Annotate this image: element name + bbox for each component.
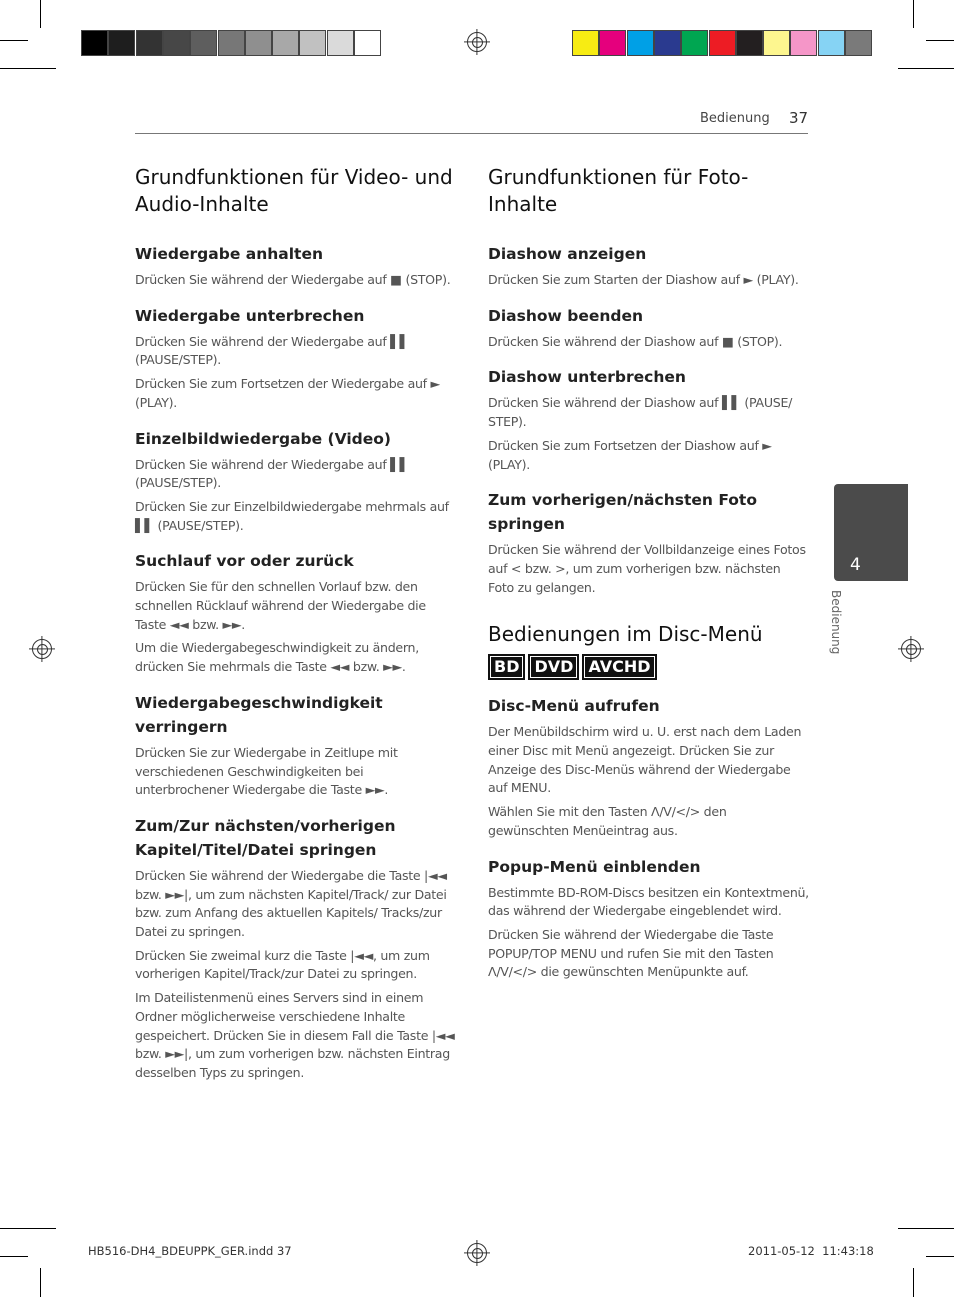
crop-mark: [898, 68, 954, 69]
registration-mark-icon: [467, 32, 487, 52]
color-swatch: [845, 30, 872, 56]
section-paragraph: Drücken Sie zur Einzelbildwiedergabe mehrmals auf ▌▌ (PAUSE/STEP).: [135, 498, 449, 533]
gray-swatch: [190, 30, 217, 56]
section-paragraph: Im Dateilistenmenü eines Servers sind in einem Ordner möglicherweise verschiedene Inhalte gespeichert. Drücken Sie in diesem Fall die Taste |◄◄ bzw. ►►|, um zum vorherigen bzw. nächsten Eintrag desselben Typs zu springen.: [135, 990, 455, 1080]
color-swatch: [790, 30, 817, 56]
section-heading: Wiedergabe anhalten: [135, 245, 323, 263]
disc-badge: AVCHD: [582, 654, 656, 680]
color-swatch: [572, 30, 599, 56]
section-heading: Diashow unterbrechen: [488, 368, 686, 387]
section-paragraph: Drücken Sie zum Starten der Diashow auf ► (PLAY).: [488, 272, 799, 287]
gray-swatch: [163, 30, 190, 56]
section-heading: Wiedergabe unterbrechen: [135, 306, 365, 325]
right-column: [488, 164, 810, 987]
crop-mark: [913, 0, 914, 28]
section-paragraph: Drücken Sie während der Wiedergabe auf ■ (STOP).: [135, 272, 451, 287]
running-header-section: Bedienung: [700, 111, 770, 126]
left-column: [135, 164, 457, 1088]
color-swatch: [599, 30, 626, 56]
section-paragraph: Drücken Sie während der Diashow auf ■ (STOP).: [488, 333, 783, 349]
registration-mark-icon: [32, 639, 52, 659]
crop-mark: [40, 0, 41, 28]
chapter-side-label: Bedienung: [829, 590, 843, 655]
color-swatch: [709, 30, 736, 56]
registration-mark-icon: [467, 1243, 487, 1263]
footer-timestamp: 2011-05-12 ￼ 11:43:18: [748, 1244, 874, 1258]
gray-swatch: [299, 30, 326, 56]
color-swatch: [654, 30, 681, 56]
right-sections: [488, 242, 810, 597]
crop-mark: [0, 1256, 28, 1257]
section-paragraph: Drücken Sie während der Wiedergabe die Taste POPUP/TOP MENU und rufen Sie mit den Tasten Λ/V/</> die gewünschten Menüpunkte auf.: [488, 926, 774, 980]
section-heading: Zum vorherigen/nächsten Foto springen: [488, 491, 757, 534]
section-paragraph: Drücken Sie zum Fortsetzen der Diashow auf ► (PLAY).: [488, 437, 772, 472]
section-heading: Suchlauf vor oder zurück: [135, 552, 354, 571]
section-paragraph: Drücken Sie während der Wiedergabe auf ▌▌ (PAUSE/STEP).: [135, 333, 409, 368]
section-paragraph: Drücken Sie zweimal kurz die Taste |◄◄, um zum vorherigen Kapitel/Track/zur Datei zu springen.: [135, 947, 430, 982]
color-swatch: [763, 30, 790, 56]
gray-swatch: [81, 30, 108, 56]
section-paragraph: Drücken Sie während der Wiedergabe auf ▌▌ (PAUSE/STEP).: [135, 456, 409, 491]
section-paragraph: Wählen Sie mit den Tasten Λ/V/</> den gewünschten Menüeintrag aus.: [488, 804, 727, 838]
gray-swatch: [136, 30, 163, 56]
section-heading: Diashow beenden: [488, 306, 644, 325]
crop-mark: [40, 1268, 41, 1297]
gray-swatch: [218, 30, 245, 56]
color-swatch: [736, 30, 763, 56]
gray-swatch: [354, 30, 381, 56]
crop-mark: [926, 40, 954, 41]
crop-mark: [913, 1268, 914, 1297]
gray-swatch: [108, 30, 135, 56]
section-paragraph: Drücken Sie während der Diashow auf ▌▌ (PAUSE/ STEP).: [488, 395, 793, 430]
crop-mark: [0, 68, 56, 69]
section-paragraph: Der Menübildschirm wird u. U. erst nach dem Laden einer Disc mit Menü angezeigt. Drücken Sie zur Anzeige des Disc-Menüs während der Wiedergabe auf MENU.: [488, 724, 802, 796]
gray-swatch: [327, 30, 354, 56]
disc-badge: DVD: [528, 654, 579, 680]
section-paragraph: Um die Wiedergabegeschwindigkeit zu ändern, drücken Sie mehrmals die Taste ◄◄ bzw. ►►.: [135, 640, 419, 675]
crop-mark: [926, 1256, 954, 1257]
section-heading: Zum/Zur nächsten/vorherigen Kapitel/Titel/Datei springen: [135, 816, 396, 859]
section-paragraph: Drücken Sie für den schnellen Vorlauf bzw. den schnellen Rücklauf während der Wiedergabe die Taste ◄◄ bzw. ►►.: [135, 579, 426, 632]
disc-badge: BD: [488, 654, 525, 680]
right-section-title: Grundfunktionen für Foto- Inhalte: [488, 165, 749, 216]
section-paragraph: Drücken Sie zum Fortsetzen der Wiedergabe auf ► (PLAY).: [135, 376, 440, 410]
disc-type-badges: [488, 654, 810, 680]
section-heading: Diashow anzeigen: [488, 245, 647, 263]
left-sections: [135, 242, 457, 1083]
crop-mark: [898, 1228, 954, 1229]
color-swatch: [818, 30, 845, 56]
footer-file: HB516-DH4_BDEUPPK_GER.indd 37: [88, 1244, 292, 1258]
section-heading: Einzelbildwiedergabe (Video): [135, 429, 392, 448]
color-swatch: [681, 30, 708, 56]
section-paragraph: Drücken Sie während der Wiedergabe die Taste |◄◄ bzw. ►►|, um zum nächsten Kapitel/Track/ zur Datei bzw. zum Anfang des aktuellen Kapitels/ Tracks/zur Datei zu springen.: [135, 867, 447, 940]
chapter-tab: [834, 484, 908, 581]
gray-swatch: [245, 30, 272, 56]
gray-swatch: [272, 30, 299, 56]
crop-mark: [0, 1228, 56, 1229]
disc-menu-sections: [488, 694, 810, 982]
section-paragraph: Drücken Sie zur Wiedergabe in Zeitlupe mit verschiedenen Geschwindigkeiten bei unterbrochener Wiedergabe die Taste ►►.: [135, 744, 398, 798]
crop-mark: [0, 40, 28, 41]
section-paragraph: Bestimmte BD-ROM-Discs besitzen ein Kontextmenü, das während der Wiedergabe eingeblendet wird.: [488, 884, 809, 919]
section-heading: Wiedergabegeschwindigkeit verringern: [135, 693, 383, 736]
chapter-number: 4: [850, 555, 861, 575]
page-number: 37: [789, 109, 809, 127]
disc-menu-title: Bedienungen im Disc-Menü: [488, 622, 763, 647]
section-heading: Disc-Menü aufrufen: [488, 697, 660, 716]
registration-mark-icon: [901, 639, 921, 659]
color-swatch: [627, 30, 654, 56]
section-paragraph: Drücken Sie während der Vollbildanzeige eines Fotos auf < bzw. >, um zum vorherigen bzw. nächsten Foto zu gelangen.: [488, 542, 806, 595]
section-heading: Popup-Menü einblenden: [488, 857, 701, 876]
left-section-title: Grundfunktionen für Video- und Audio-Inhalte: [135, 165, 453, 216]
header-rule: [135, 133, 808, 134]
